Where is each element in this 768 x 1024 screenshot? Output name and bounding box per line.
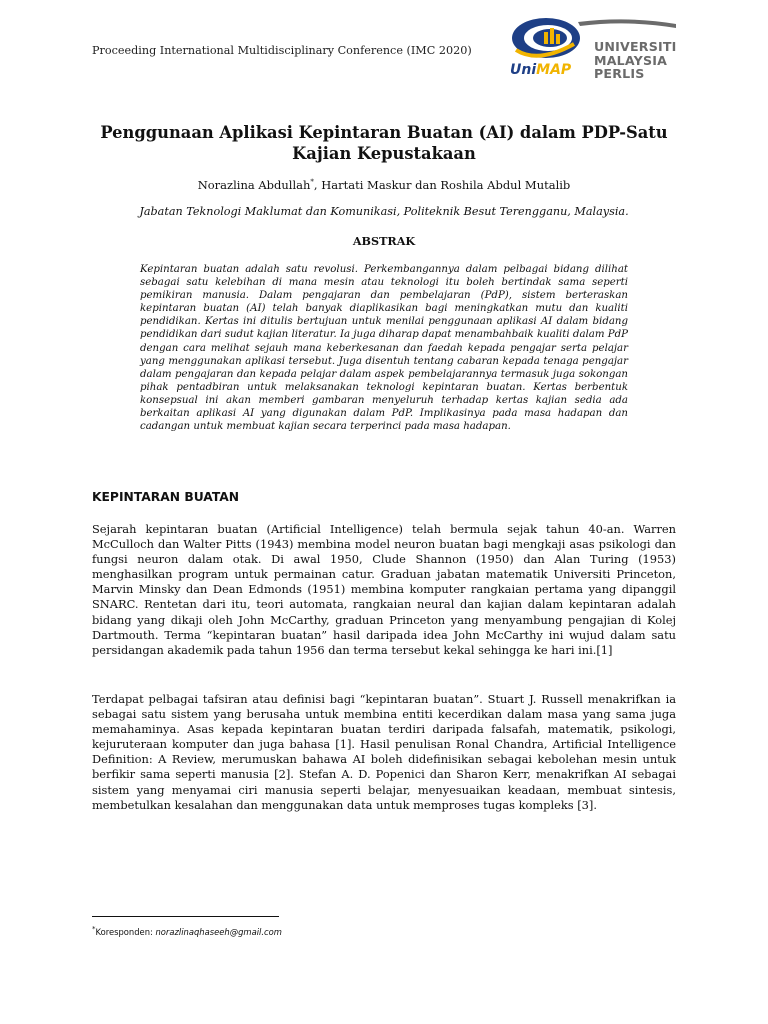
paper-title: Penggunaan Aplikasi Kepintaran Buatan (AI) dalam PDP-Satu Kajian Kepustakaan <box>100 123 668 163</box>
footnote: *Koresponden: norazlinaqhaseeh@gmail.com <box>92 925 282 937</box>
section-heading: KEPINTARAN BUATAN <box>92 490 240 504</box>
body-paragraph: Sejarah kepintaran buatan (Artificial Intelligence) telah bermula sejak tahun 40-an. Warren McCulloch dan Walter Pitts (1943) membina model neuron buatan bagi mengkaji asas psikologi dan fungsi neuron dalam otak. Di awal 1950, Clude Shannon (1950) dan Alan Turing (1953) menghasilkan program untuk permainan catur. Graduan jabatan matematik Universiti Princeton, Marvin Minsky dan Dean Edmonds (1951) membina komputer rangkaian pertama yang dipanggil SNARC. Rentetan dari itu, teori automata, rangkaian neural dan kajian dalam kepintaran adalah bidang yang dikaji oleh John McCarthy, graduan Princeton yang menyambung pengajian di Kolej Dartmouth. Terma “kepintaran buatan” hasil daripada idea John McCarthy ini wujud dalam satu persidangan akademik pada tahun 1956 dan terma tersebut kekal sehingga ke hari ini.[1] <box>92 522 676 657</box>
unimap-logo <box>508 14 676 84</box>
logo-wordmark: UNIVERSITI MALAYSIA PERLIS <box>594 39 677 81</box>
footnote-divider <box>92 916 279 917</box>
body-paragraph: Terdapat pelbagai tafsiran atau definisi bagi “kepintaran buatan”. Stuart J. Russell menakrifkan ia sebagai satu sistem yang berusaha untuk membina entiti kecerdikan dalam masa yang sama juga memahaminya. Asas kepada kepintaran buatan terdiri daripada falsafah, matematik, psikologi, kejuruteraan komputer dan juga bahasa [1]. Hasil penulisan Ronal Chandra, Artificial Intelligence Definition: A Review, merumuskan bahawa AI boleh didefinisikan sebagai kebolehan mesin untuk berfikir sama seperti manusia [2]. Stefan A. D. Popenici dan Sharon Kerr, menakrifkan AI sebagai sistem yang menyamai ciri manusia seperti belajar, menyesuaikan keadaan, membuat sintesis, membetulkan kesalahan dan menggunakan data untuk memproses tugas kompleks [3]. <box>92 692 676 812</box>
footnote-email[interactable]: norazlinaqhaseeh@gmail.com <box>155 926 282 937</box>
affiliation: Jabatan Teknologi Maklumat dan Komunikasi, Politeknik Besut Terengganu, Malaysia. <box>139 205 629 218</box>
logo-brand: UniMAP <box>510 62 572 78</box>
abstract-heading: ABSTRAK <box>352 234 416 248</box>
logo-swoosh-icon <box>508 14 678 42</box>
authors: Norazlina Abdullah*, Hartati Maskur dan Roshila Abdul Mutalib <box>197 178 571 192</box>
abstract-text: Kepintaran buatan adalah satu revolusi. Perkembangannya dalam pelbagai bidang dilihat sebagai satu kelebihan di mana mesin atau teknologi itu boleh bertindak sama seperti pemikiran manusia. Dalam pengajaran dan pembelajaran (PdP), sistem berteraskan kepintaran buatan (AI) telah banyak diaplikasikan bagi meningkatkan mutu dan kualiti pendidikan. Kertas ini ditulis bertujuan untuk menilai penggunaan aplikasi AI dalam bidang pendidikan dari sudut kajian literatur. Ia juga diharap dapat menambahbaik kualiti dalam PdP dengan cara melihat sejauh mana keberkesanan dan faedah kepada pengajar serta pelajar yang menggunakan aplikasi tersebut. Juga disentuh tentang cabaran kepada tenaga pengajar dalam pengajaran dan kepada pelajar dalam aspek pembelajarannya termasuk juga sokongan pihak pentadbiran untuk melaksanakan teknologi kepintaran buatan. Kertas berbentuk konsepsual ini akan memberi gambaran menyeluruh terhadap kertas kajian sedia ada berkaitan aplikasi AI yang digunakan dalam PdP. Implikasinya pada masa hadapan dan cadangan untuk membuat kajian secara terperinci pada masa hadapan. <box>140 264 628 433</box>
conference-name: Proceeding International Multidisciplinary Conference (IMC 2020) <box>92 44 472 57</box>
